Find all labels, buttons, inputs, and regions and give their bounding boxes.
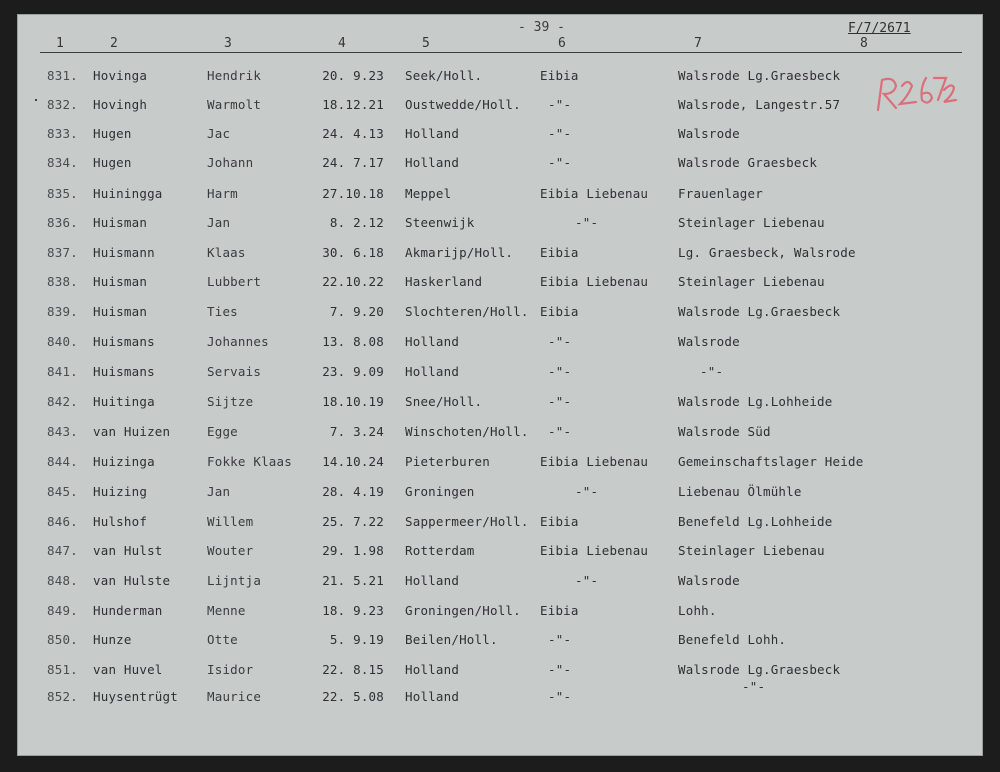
- birth-date: 7. 3.24: [329, 424, 384, 439]
- birthplace: Steenwijk: [405, 215, 475, 230]
- given-name: Fokke Klaas: [207, 454, 292, 469]
- surname: Hulshof: [93, 514, 148, 529]
- entry-number: 839.: [47, 304, 78, 319]
- employer-camp: Eibia: [540, 514, 579, 529]
- given-name: Sijtze: [207, 394, 254, 409]
- employer-camp: -"-: [548, 364, 572, 379]
- birthplace: Winschoten/Holl.: [405, 424, 529, 439]
- entry-number: 852.: [47, 689, 78, 704]
- given-name: Menne: [207, 603, 246, 618]
- table-row: [0, 543, 1000, 563]
- given-name: Otte: [207, 632, 238, 647]
- lodging: -"-: [742, 679, 766, 694]
- birth-date: 8. 2.12: [329, 215, 384, 230]
- birthplace: Pieterburen: [405, 454, 490, 469]
- table-row: [0, 603, 1000, 623]
- birthplace: Snee/Holl.: [405, 394, 483, 409]
- birth-date: 29. 1.98: [322, 543, 384, 558]
- birthplace: Haskerland: [405, 274, 483, 289]
- surname: Hovingh: [93, 97, 148, 112]
- lodging: Lg. Graesbeck, Walsrode: [678, 245, 856, 260]
- table-row: [0, 662, 1000, 682]
- surname: Huiningga: [93, 186, 163, 201]
- lodging: Walsrode: [678, 126, 740, 141]
- employer-camp: -"-: [548, 97, 572, 112]
- surname: Huisman: [93, 304, 148, 319]
- entry-number: 845.: [47, 484, 78, 499]
- birth-date: 13. 8.08: [322, 334, 384, 349]
- given-name: Jac: [207, 126, 231, 141]
- table-row: [0, 186, 1000, 206]
- lodging: Frauenlager: [678, 186, 763, 201]
- employer-camp: Eibia Liebenau: [540, 186, 649, 201]
- birthplace: Slochteren/Holl.: [405, 304, 529, 319]
- table-row: [0, 484, 1000, 504]
- birth-date: 28. 4.19: [322, 484, 384, 499]
- lodging: Walsrode Lg.Graesbeck: [678, 662, 841, 677]
- entry-number: 837.: [47, 245, 78, 260]
- given-name: Ties: [207, 304, 238, 319]
- given-name: Egge: [207, 424, 238, 439]
- birthplace: Rotterdam: [405, 543, 475, 558]
- surname: Hovinga: [93, 68, 148, 83]
- employer-camp: -"-: [548, 394, 572, 409]
- surname: van Hulst: [93, 543, 163, 558]
- given-name: Willem: [207, 514, 254, 529]
- birthplace: Groningen: [405, 484, 475, 499]
- lodging: Walsrode, Langestr.57: [678, 97, 841, 112]
- employer-camp: -"-: [548, 689, 572, 704]
- employer-camp: -"-: [575, 215, 599, 230]
- surname: Huizinga: [93, 454, 155, 469]
- surname: Huismann: [93, 245, 155, 260]
- given-name: Wouter: [207, 543, 254, 558]
- birth-date: 30. 6.18: [322, 245, 384, 260]
- table-row: [0, 126, 1000, 146]
- lodging: Steinlager Liebenau: [678, 274, 825, 289]
- birthplace: Holland: [405, 364, 460, 379]
- birth-date: 27.10.18: [322, 186, 384, 201]
- birthplace: Holland: [405, 689, 460, 704]
- employer-camp: Eibia Liebenau: [540, 454, 649, 469]
- birth-date: 18.12.21: [322, 97, 384, 112]
- table-row: [0, 155, 1000, 175]
- entry-number: 851.: [47, 662, 78, 677]
- birthplace: Beilen/Holl.: [405, 632, 498, 647]
- given-name: Johannes: [207, 334, 269, 349]
- surname: Huysentrügt: [93, 689, 178, 704]
- entry-number: 835.: [47, 186, 78, 201]
- table-row: [0, 334, 1000, 354]
- given-name: Warmolt: [207, 97, 262, 112]
- birthplace: Akmarijp/Holl.: [405, 245, 514, 260]
- lodging: Walsrode: [678, 573, 740, 588]
- entry-number: 844.: [47, 454, 78, 469]
- surname: van Hulste: [93, 573, 171, 588]
- surname: Hugen: [93, 126, 132, 141]
- given-name: Maurice: [207, 689, 262, 704]
- employer-camp: -"-: [548, 334, 572, 349]
- given-name: Servais: [207, 364, 262, 379]
- reference-code: F/7/2671: [848, 21, 911, 36]
- birthplace: Meppel: [405, 186, 452, 201]
- birth-date: 24. 4.13: [322, 126, 384, 141]
- table-row: [0, 68, 1000, 88]
- table-row: [0, 364, 1000, 384]
- column-number: 8: [860, 36, 868, 51]
- column-number: 5: [422, 36, 430, 51]
- entry-number: 831.: [47, 68, 78, 83]
- lodging: Walsrode Lg.Graesbeck: [678, 68, 841, 83]
- given-name: Johann: [207, 155, 254, 170]
- lodging: Liebenau Ölmühle: [678, 484, 802, 499]
- birthplace: Groningen/Holl.: [405, 603, 521, 618]
- birth-date: 24. 7.17: [322, 155, 384, 170]
- employer-camp: Eibia: [540, 68, 579, 83]
- surname: Huizing: [93, 484, 148, 499]
- entry-number: 841.: [47, 364, 78, 379]
- entry-number: 838.: [47, 274, 78, 289]
- table-row: [0, 394, 1000, 414]
- given-name: Isidor: [207, 662, 254, 677]
- given-name: Jan: [207, 484, 231, 499]
- lodging: Walsrode: [678, 334, 740, 349]
- lodging: Walsrode Graesbeck: [678, 155, 818, 170]
- column-number: 2: [110, 36, 118, 51]
- employer-camp: Eibia: [540, 304, 579, 319]
- employer-camp: -"-: [575, 573, 599, 588]
- birthplace: Oustwedde/Holl.: [405, 97, 521, 112]
- birthplace: Holland: [405, 334, 460, 349]
- surname: Huisman: [93, 274, 148, 289]
- entry-number: 832.: [47, 97, 78, 112]
- employer-camp: -"-: [548, 155, 572, 170]
- employer-camp: Eibia: [540, 245, 579, 260]
- birth-date: 23. 9.09: [322, 364, 384, 379]
- surname: Hugen: [93, 155, 132, 170]
- entry-number: 842.: [47, 394, 78, 409]
- column-number: 6: [558, 36, 566, 51]
- table-row: [0, 424, 1000, 444]
- surname: van Huvel: [93, 662, 163, 677]
- birth-date: 25. 7.22: [322, 514, 384, 529]
- birth-date: 18.10.19: [322, 394, 384, 409]
- table-row: [0, 304, 1000, 324]
- given-name: Harm: [207, 186, 238, 201]
- birthplace: Seek/Holl.: [405, 68, 483, 83]
- table-row: [0, 632, 1000, 652]
- lodging: Lohh.: [678, 603, 717, 618]
- column-number: 1: [56, 36, 64, 51]
- table-row: [0, 514, 1000, 534]
- employer-camp: -"-: [575, 484, 599, 499]
- surname: Huismans: [93, 364, 155, 379]
- birth-date: 18. 9.23: [322, 603, 384, 618]
- table-row: [0, 573, 1000, 593]
- entry-number: 840.: [47, 334, 78, 349]
- birthplace: Holland: [405, 662, 460, 677]
- lodging: -"-: [700, 364, 724, 379]
- birth-date: 21. 5.21: [322, 573, 384, 588]
- birth-date: 22. 5.08: [322, 689, 384, 704]
- birthplace: Holland: [405, 573, 460, 588]
- table-row: [0, 454, 1000, 474]
- lodging: Steinlager Liebenau: [678, 215, 825, 230]
- birthplace: Holland: [405, 126, 460, 141]
- entry-number: 847.: [47, 543, 78, 558]
- employer-camp: -"-: [548, 126, 572, 141]
- employer-camp: Eibia Liebenau: [540, 543, 649, 558]
- table-row: [0, 245, 1000, 265]
- lodging: Steinlager Liebenau: [678, 543, 825, 558]
- birth-date: 22. 8.15: [322, 662, 384, 677]
- birth-date: 7. 9.20: [329, 304, 384, 319]
- table-row: [0, 97, 1000, 117]
- employer-camp: -"-: [548, 662, 572, 677]
- surname: Huismans: [93, 334, 155, 349]
- surname: Huitinga: [93, 394, 155, 409]
- surname: van Huizen: [93, 424, 171, 439]
- lodging: Gemeinschaftslager Heide: [678, 454, 864, 469]
- birthplace: Sappermeer/Holl.: [405, 514, 529, 529]
- employer-camp: Eibia: [540, 603, 579, 618]
- surname: Hunderman: [93, 603, 163, 618]
- birthplace: Holland: [405, 155, 460, 170]
- entry-number: 848.: [47, 573, 78, 588]
- given-name: Hendrik: [207, 68, 262, 83]
- table-row: [0, 215, 1000, 235]
- table-row: [0, 679, 1000, 709]
- given-name: Lubbert: [207, 274, 262, 289]
- birth-date: 5. 9.19: [329, 632, 384, 647]
- birth-date: 14.10.24: [322, 454, 384, 469]
- entry-number: 836.: [47, 215, 78, 230]
- employer-camp: -"-: [548, 424, 572, 439]
- entry-number: 834.: [47, 155, 78, 170]
- entry-number: 850.: [47, 632, 78, 647]
- birth-date: 20. 9.23: [322, 68, 384, 83]
- column-number: 4: [338, 36, 346, 51]
- entry-number: 833.: [47, 126, 78, 141]
- surname: Huisman: [93, 215, 148, 230]
- surname: Hunze: [93, 632, 132, 647]
- given-name: Jan: [207, 215, 231, 230]
- lodging: Benefeld Lohh.: [678, 632, 787, 647]
- lodging: Benefeld Lg.Lohheide: [678, 514, 833, 529]
- lodging: Walsrode Lg.Graesbeck: [678, 304, 841, 319]
- table-row: [0, 274, 1000, 294]
- employer-camp: Eibia Liebenau: [540, 274, 649, 289]
- birth-date: 22.10.22: [322, 274, 384, 289]
- entry-number: 843.: [47, 424, 78, 439]
- given-name: Lijntja: [207, 573, 262, 588]
- column-number: 3: [224, 36, 232, 51]
- column-number: 7: [694, 36, 702, 51]
- header-rule: [40, 52, 962, 53]
- employer-camp: -"-: [548, 632, 572, 647]
- page-number: - 39 -: [518, 20, 565, 35]
- lodging: Walsrode Süd: [678, 424, 771, 439]
- entry-number: 846.: [47, 514, 78, 529]
- lodging: Walsrode Lg.Lohheide: [678, 394, 833, 409]
- given-name: Klaas: [207, 245, 246, 260]
- entry-number: 849.: [47, 603, 78, 618]
